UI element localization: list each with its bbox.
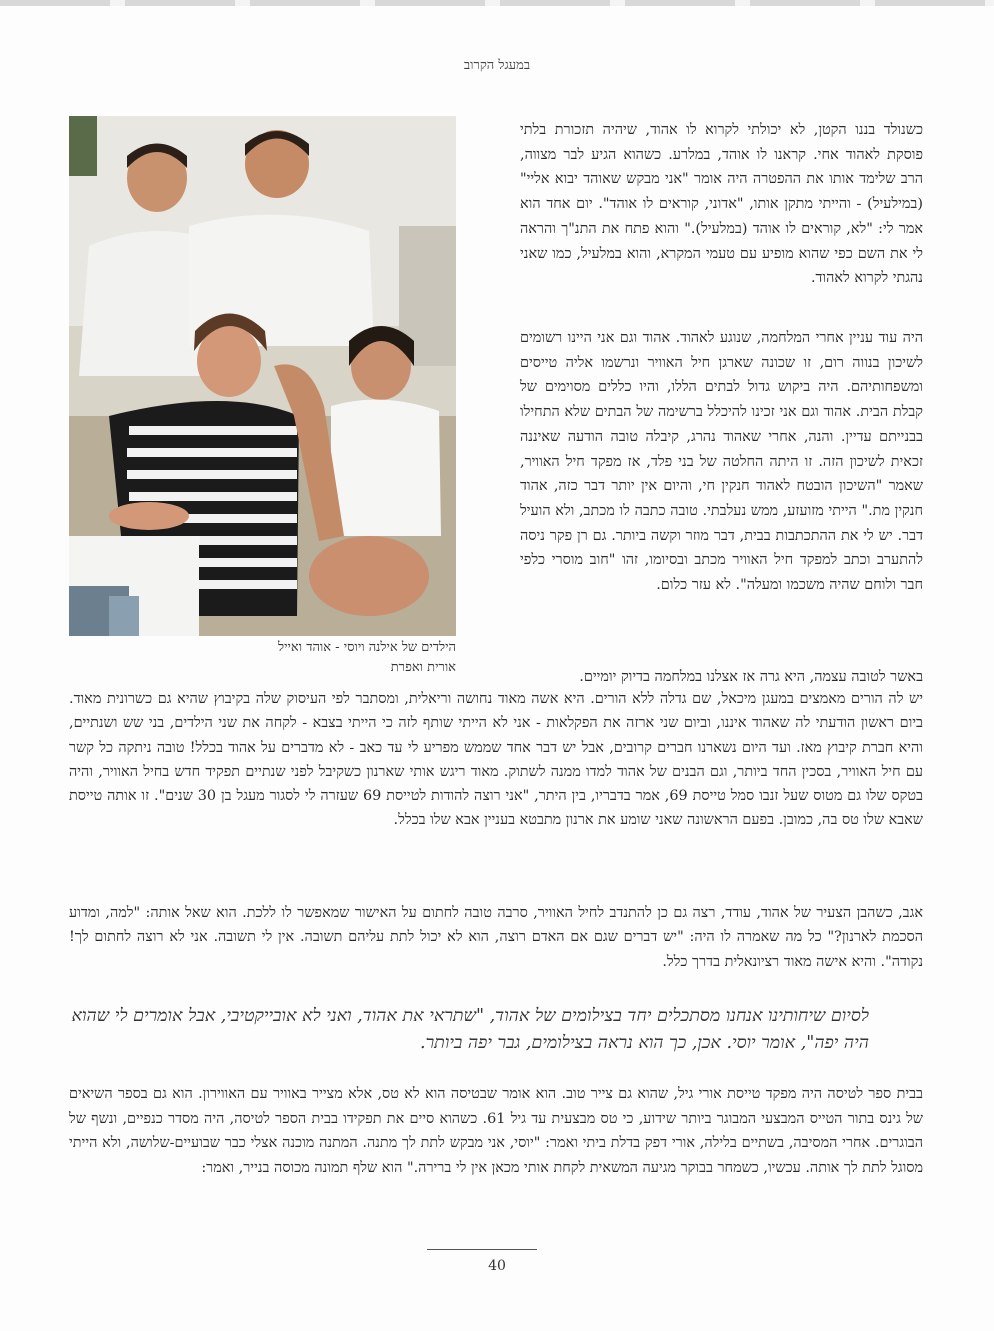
running-head: במעגל הקרוב [463, 58, 531, 73]
paragraph-6: בבית ספר לטיסה היה מפקד טייסת אורי גיל, שהוא גם צייר טוב. הוא אומר שבטיסה הוא לא טס, אלא מצייר באוויר עם האווירון. הוא גם בספר השיאים של גינס בתור הטייס המבצעי המבוגר ביותר שידוע, כי טס מבצעית עד גיל 61. כשהוא סיים את תפקידו בבית הספר לטיסה, היה מסדר כנפיים, ונשף של הבוגרים. אחרי המסיבה, בשתיים בלילה, אורי דפק בדלת ביתי ואמר: "יוסי, אני מבקש לתת לך מתנה. המתנה מוכנה אצלי כבר שבועיים-שלושה, ולא הייתי מסוגל לתת לך אותה. עכשיו, כשמחר בבוקר מגיעה המשאית לקחת אותי מכאן אין לי ברירה." הוא שלף תמונה מכוסה בנייר, ואמר: [69, 1086, 923, 1176]
paragraph-1: כשנולד בננו הקטן, לא יכולתי לקרוא לו אהוד, שיהיה תזכורת בלתי פוסקת לאהוד אחי. קראנו לו אוהד, במלרע. כשהוא הגיע לבר מצווה, הרב שלימד אותו את ההפטרה היה אומר "אני מבקש שאוהד יבוא אליי" (במילעיל) - והייתי מתקן אותו, "אדוני, קוראים לו אוהד". יום אחד הוא אמר לי: "לא, קוראים לו אוהד (במלעיל)." והוא פתח את התנ"ך והראה לי את השם כפי שהוא מופיע עם טעמי המקרא, והוא במלעיל, כמו שאני נהגתי לקרוא לאהוד. [520, 122, 923, 287]
folio-rule [427, 1249, 537, 1250]
top-scan-edge [0, 0, 994, 6]
paragraph-2: היה עוד עניין אחרי המלחמה, שנוגע לאהוד. אהוד וגם אני היינו רשומים לשיכון בנווה רום, זו שכונה שארגן חיל האוויר ונרשמו אליה טייסים ומשפחותיהם. היה ביקוש גדול לבתים הללו, והיו כללים מסוימים של קבלת הבית. אהוד וגם אני זכינו להיכלל ברשימה של הבתים שלא התחילו בבנייתם עדיין. והנה, אחרי שאהוד נהרג, קיבלה טובה הודעה שאיננה זכאית לשיכון הזה. זו היתה החלטה של בני פלד, אז מפקד חיל האוויר, שאמר "השיכון הובטח לאהוד חנקין חי, והיום אין יותר דבר כזה, אהוד חנקין מת." הייתי מזועזע, ממש נעלבתי. טובה כתבה לו מכתב, ולא הועיל דבר. יש לי את ההתכתבות בבית, דבר מוזר וקשה ביותר. גם רן פקר ניסה להתערב וכתב למפקד חיל האוויר מכתב ובסיומו, זהו "חוב מוסרי כלפי חבר ולוחם שהיה משכמו ומעלה". לא עזר כלום. [520, 330, 923, 594]
family-photo [69, 116, 456, 636]
caption-line-1: הילדים של אילנה ויוסי - אוהד ואייל [278, 640, 456, 655]
paragraph-3: באשר לטובה עצמה, היא גרה אז אצלנו במלחמה בדיוק יומיים. [579, 669, 923, 685]
paragraph-5: אגב, כשהבן הצעיר של אהוד, עודד, רצה גם כן להתנדב לחיל האוויר, סרבה טובה לחתום על האישור שמאפשר לו ללכת. הוא שאל אותה: "למה, ומדוע הסכמת לארנון?" כל מה שאמרה לו היה: "יש דברים שגם אם האדם רוצה, הוא לא יכול לתת עליהם תשובה. אין לי תשובה. אני לא רוצה לחתום לך! נקודה". והיא אישה מאוד רציונאלית בדרך כלל. [69, 905, 923, 970]
pull-quote: לסיום שיחותינו אנחנו מסתכלים יחד בצילומים של אהוד, "שתראי את אהוד, ואני לא אובייקטיבי, אבל אומרים לי שהוא היה יפה", אומר יוסי. אכן, כך הוא נראה בצילומים, גבר יפה ביותר. [71, 1006, 869, 1053]
page-number: 40 [488, 1258, 506, 1274]
paragraph-4: יש לה הורים מאמצים במעגן מיכאל, שם גדלה ללא הורים. היא אשה מאוד נחושה וריאלית, ומסתבר לפי העיסוק שלה בקיבוץ שהיא גם כשרונית מאוד. ביום ראשון הודעתי לה שאהוד איננו, וביום שני ארזה את הפקלאות - אני לא הייתי שותף לזה כי הייתי בצבא - לקחה את שני הילדים, בני שש ושנתיים, והיא חברת קיבוץ מאז. ועד היום נשארנו חברים קרובים, אבל יש דבר אחד שממש מפריע לי עד כאב - לא מדברים על אהוד בכלל! טובה ניתקה כל קשר עם חיל האוויר, בסכין החד ביותר, וגם הבנים של אהוד למדו ממנה לשתוק. מאוד ריגש אותי שארנון כשקיבל לפני שנתיים תפקיד חדש בחיל האוויר, והיה בטקס שלו גם מטוס שעל זנבו סמל טייסת 69, אמר בדבריו, בין היתר, "אני רוצה להודות לטייסת 69 שעזרה לי לסגור מעגל בן 30 שנים". זו אותה טייסת שאבא שלו טס בה, כמובן. בפעם הראשונה שאני שומע את ארנון מתבטא בעניין אבא שלו בכלל. [69, 691, 923, 829]
caption-line-2: אורית ואפרת [390, 660, 456, 675]
photo-block [69, 116, 456, 678]
